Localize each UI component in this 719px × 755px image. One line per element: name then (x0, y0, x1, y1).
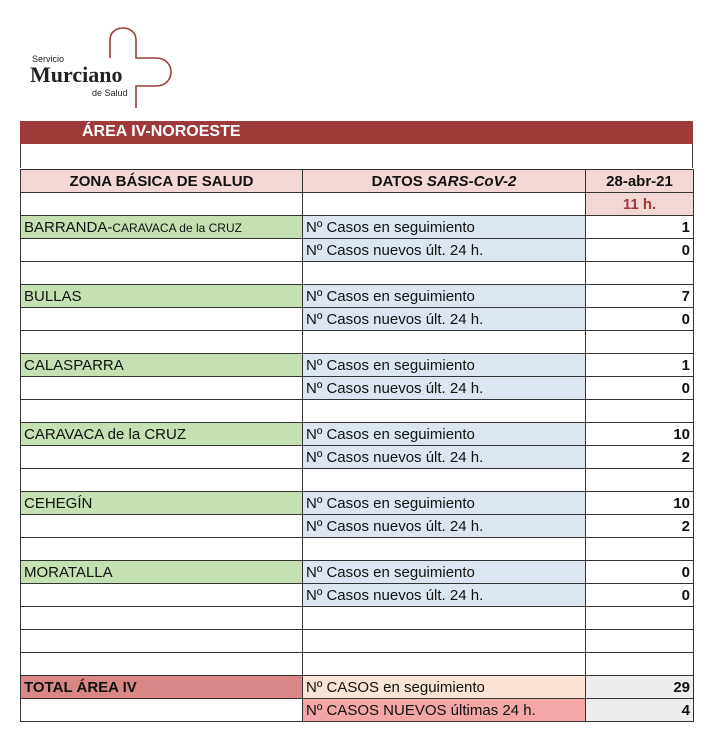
header-datos-prefix: DATOS (371, 172, 427, 190)
total-name: TOTAL ÁREA IV (21, 676, 303, 699)
empty-cell (21, 262, 303, 285)
spacer-row (20, 144, 693, 168)
empty-cell (586, 469, 694, 492)
new-value: 2 (586, 446, 694, 469)
empty-cell (586, 607, 694, 630)
seg-value: 10 (586, 492, 694, 515)
header-zone: ZONA BÁSICA DE SALUD (21, 170, 303, 193)
empty-cell (303, 193, 586, 216)
total-seg-value: 29 (586, 676, 694, 699)
header-hour: 11 h. (586, 193, 694, 216)
empty-cell (586, 331, 694, 354)
zone-name-text: BULLAS (24, 287, 82, 305)
area-title: ÁREA IV-NOROESTE (82, 123, 241, 140)
seg-value: 10 (586, 423, 694, 446)
zone-row-new (21, 446, 694, 469)
new-label: Nº Casos nuevos últ. 24 h. (303, 584, 586, 607)
empty-cell (303, 262, 586, 285)
seg-value: 7 (586, 285, 694, 308)
empty-cell (586, 400, 694, 423)
logo-line3: de Salud (92, 88, 128, 98)
empty-cell (21, 607, 303, 630)
empty-cell (303, 538, 586, 561)
gap-row (21, 400, 694, 423)
empty-cell (21, 446, 303, 469)
zone-name (21, 354, 303, 377)
zone-name-text: BARRANDA- (24, 218, 113, 236)
zone-name-text: CARAVACA de la CRUZ (24, 425, 186, 443)
zone-row-seg (21, 561, 694, 584)
zone-row-new (21, 377, 694, 400)
hour-row (21, 193, 694, 216)
gap-row (21, 331, 694, 354)
empty-cell (21, 699, 303, 722)
new-value: 0 (586, 584, 694, 607)
cases-table (20, 169, 694, 722)
seg-label: Nº Casos en seguimiento (303, 423, 586, 446)
seg-label: Nº Casos en seguimiento (303, 561, 586, 584)
new-label: Nº Casos nuevos últ. 24 h. (303, 308, 586, 331)
seg-value: 1 (586, 354, 694, 377)
empty-cell (21, 193, 303, 216)
empty-cell (21, 377, 303, 400)
zone-row-seg (21, 216, 694, 239)
empty-cell (21, 584, 303, 607)
empty-cell (303, 400, 586, 423)
gap-row (21, 538, 694, 561)
zone-row-seg (21, 354, 694, 377)
zone-row-new (21, 308, 694, 331)
empty-cell (21, 469, 303, 492)
header-date: 28-abr-21 (586, 170, 694, 193)
logo (28, 18, 178, 116)
empty-cell (586, 262, 694, 285)
zone-name (21, 216, 303, 239)
empty-cell (586, 630, 694, 653)
empty-cell (21, 331, 303, 354)
new-label: Nº Casos nuevos últ. 24 h. (303, 239, 586, 262)
zone-row-seg (21, 423, 694, 446)
new-label: Nº Casos nuevos últ. 24 h. (303, 446, 586, 469)
empty-cell (303, 607, 586, 630)
empty-cell (21, 308, 303, 331)
logo-line1: Servicio (32, 54, 65, 64)
gap-row (21, 607, 694, 630)
empty-cell (21, 239, 303, 262)
gap-row (21, 262, 694, 285)
zone-name (21, 492, 303, 515)
header-datos-virus: SARS-CoV-2 (426, 172, 517, 190)
total-new-label: Nº CASOS NUEVOS últimas 24 h. (303, 699, 586, 722)
zone-name-text: CEHEGÍN (24, 494, 93, 512)
zone-name-text: CALASPARRA (24, 356, 124, 374)
zone-name-text: MORATALLA (24, 563, 113, 581)
empty-cell (586, 538, 694, 561)
zone-row-new (21, 239, 694, 262)
total-row-new (21, 699, 694, 722)
empty-cell (21, 515, 303, 538)
zone-name-small: CARAVACA de la CRUZ (112, 220, 242, 235)
zone-row-seg (21, 492, 694, 515)
zone-row-new (21, 584, 694, 607)
seg-label: Nº Casos en seguimiento (303, 492, 586, 515)
zone-name (21, 423, 303, 446)
seg-label: Nº Casos en seguimiento (303, 285, 586, 308)
new-label: Nº Casos nuevos últ. 24 h. (303, 377, 586, 400)
new-value: 2 (586, 515, 694, 538)
empty-cell (303, 630, 586, 653)
zone-name (21, 561, 303, 584)
seg-label: Nº Casos en seguimiento (303, 216, 586, 239)
total-row-seg (21, 676, 694, 699)
new-value: 0 (586, 308, 694, 331)
total-seg-label: Nº CASOS en seguimiento (303, 676, 586, 699)
header-row (21, 170, 694, 193)
empty-cell (21, 400, 303, 423)
empty-cell (21, 653, 303, 676)
new-value: 0 (586, 377, 694, 400)
seg-value: 0 (586, 561, 694, 584)
empty-cell (586, 653, 694, 676)
empty-cell (21, 630, 303, 653)
seg-label: Nº Casos en seguimiento (303, 354, 586, 377)
zone-name (21, 285, 303, 308)
gap-row (21, 653, 694, 676)
empty-cell (303, 331, 586, 354)
empty-cell (21, 538, 303, 561)
header-datos (303, 170, 586, 193)
empty-cell (303, 469, 586, 492)
zone-row-seg (21, 285, 694, 308)
logo-line2: Murciano (30, 62, 123, 87)
gap-row (21, 469, 694, 492)
gap-row (21, 630, 694, 653)
area-banner (20, 121, 693, 144)
new-value: 0 (586, 239, 694, 262)
total-new-value: 4 (586, 699, 694, 722)
empty-cell (303, 653, 586, 676)
seg-value: 1 (586, 216, 694, 239)
new-label: Nº Casos nuevos últ. 24 h. (303, 515, 586, 538)
zone-row-new (21, 515, 694, 538)
